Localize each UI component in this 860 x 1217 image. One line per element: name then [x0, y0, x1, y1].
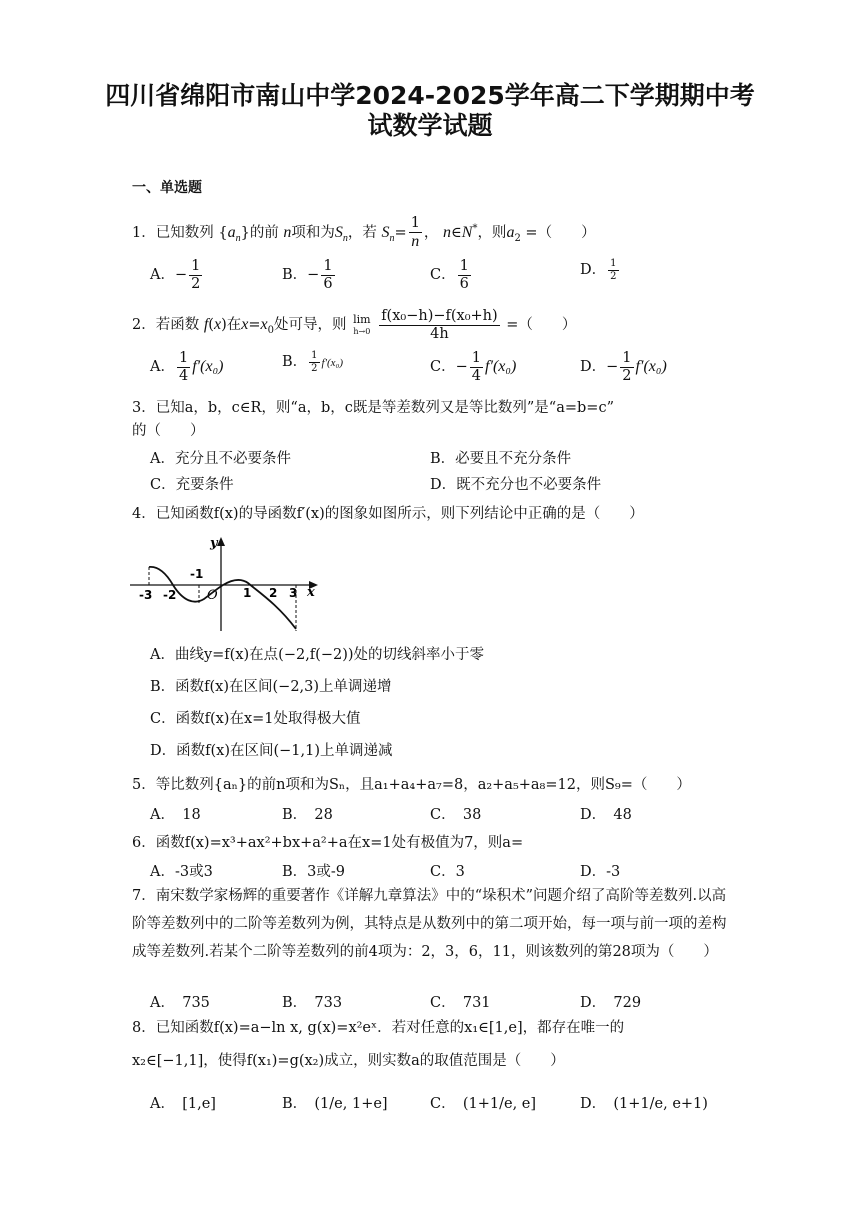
y-axis-arrow-icon: [217, 537, 225, 546]
q4-option-a[interactable]: A．曲线y=f(x)在点(−2,f(−2))处的切线斜率小于零: [150, 647, 485, 663]
tick-label: 2: [269, 586, 278, 600]
q7-option-d[interactable]: D． 729: [580, 995, 642, 1011]
page-title-line1: 四川省绵阳市南山中学2024-2025学年高二下学期期中考: [105, 81, 755, 110]
question-7: 7．南宋数学家杨辉的重要著作《详解九章算法》中的“垛积术”问题介绍了高阶等差数列.以高阶等差数列中的二阶等差数列为例，其特点是从数列中的第二项开始，每一项与前一项的差构成等差数列.若某个二阶等差数列的前4项为：2，3，6，11，则该数列的第28项为（ ）: [132, 888, 727, 960]
q1-option-b[interactable]: B．− $\frac{1}{6}$: [282, 258, 333, 292]
tick-label: 3: [289, 586, 298, 600]
question-8: 8．已知函数f(x)=a−ln x, g(x)=x²eˣ．若对任意的x₁∈[1,e]，都存在唯一的: [132, 1020, 625, 1036]
origin-label: O: [207, 588, 218, 603]
q8-option-c[interactable]: C． (1+1/e, e]: [430, 1096, 537, 1112]
question-2: 2．若函数 f(x)在$x=x_0$处可导，则 lim h→0 $\frac{\text{f(x₀−h)−f(x₀+h)}}{4h}$ =（ ）: [132, 308, 577, 342]
q6-option-c[interactable]: C．3: [430, 864, 465, 880]
q4-option-c[interactable]: C．函数f(x)在x=1处取得极大值: [150, 711, 361, 727]
question-8-cont: x₂∈[−1,1]，使得f(x₁)=g(x₂)成立，则实数a的取值范围是（ ）: [132, 1053, 565, 1069]
q3-option-d[interactable]: D．既不充分也不必要条件: [430, 477, 602, 493]
q7-option-c[interactable]: C． 731: [430, 995, 491, 1011]
q4-option-b[interactable]: B．函数f(x)在区间(−2,3)上单调递增: [150, 679, 392, 695]
q7-option-a[interactable]: A． 735: [150, 995, 210, 1011]
question-3-cont: 的（ ）: [132, 423, 205, 439]
q1-option-d[interactable]: D． $\frac{1}{2}$: [580, 258, 617, 282]
q5-option-a[interactable]: A． 18: [150, 807, 201, 823]
q5-option-c[interactable]: C． 38: [430, 807, 482, 823]
q6-option-b[interactable]: B．3或-9: [282, 864, 346, 880]
question-4: 4．已知函数f(x)的导函数f′(x)的图象如图所示，则下列结论中正确的是（ ）: [132, 506, 644, 522]
section-heading: 一、单选题: [132, 180, 202, 196]
q3-option-a[interactable]: A．充分且不必要条件: [150, 451, 291, 467]
y-axis-label: y: [210, 536, 218, 551]
q2-option-a[interactable]: A． $\frac{1}{4}$ f′(x₀): [150, 350, 224, 384]
q5-option-d[interactable]: D． 48: [580, 807, 632, 823]
q8-option-a[interactable]: A． [1,e]: [150, 1096, 216, 1112]
q1-option-c[interactable]: C． $\frac{1}{6}$: [430, 258, 469, 292]
q8-option-d[interactable]: D． (1+1/e, e+1): [580, 1096, 708, 1112]
tick-label: 1: [243, 586, 252, 600]
q3-option-b[interactable]: B．必要且不充分条件: [430, 451, 572, 467]
q1-option-a[interactable]: A．− $\frac{1}{2}$: [150, 258, 201, 292]
tick-label: -3: [139, 588, 153, 602]
question-3: 3．已知a，b，c∈R，则“a，b，c既是等差数列又是等比数列”是“a=b=c”: [132, 400, 614, 416]
q5-option-b[interactable]: B． 28: [282, 807, 333, 823]
q6-option-d[interactable]: D．-3: [580, 864, 621, 880]
q8-option-b[interactable]: B． (1/e, 1+e]: [282, 1096, 388, 1112]
q2-option-d[interactable]: D．− $\frac{1}{2}$ f′(x₀): [580, 350, 667, 384]
question-5: 5．等比数列{aₙ}的前n项和为Sₙ，且a₁+a₄+a₇=8，a₂+a₅+a₈=12，则S₉=（ ）: [132, 777, 691, 793]
page-title-line2: 试数学试题: [367, 111, 493, 140]
x-axis-label: x: [307, 585, 315, 600]
q4-option-d[interactable]: D．函数f(x)在区间(−1,1)上单调递减: [150, 743, 393, 759]
tick-label: -1: [190, 567, 204, 581]
question-1: 1．已知数列 $\{a_n\}$的前 n项和为$S_n$，若 $S_n=$ $\frac{1}{n}$ ， n∈N*，则$a_2$ =（ ）: [132, 215, 596, 250]
q2-option-c[interactable]: C．− $\frac{1}{4}$ f′(x₀): [430, 350, 517, 384]
tick-label: -2: [163, 588, 177, 602]
question-6: 6．函数f(x)=x³+ax²+bx+a²+a在x=1处有极值为7，则a=: [132, 835, 524, 851]
q3-option-c[interactable]: C．充要条件: [150, 477, 234, 493]
q7-option-b[interactable]: B． 733: [282, 995, 343, 1011]
q2-option-b[interactable]: B． $\frac{1}{2}$ f′(x₀): [282, 350, 344, 374]
derivative-graph: [128, 533, 328, 633]
q6-option-a[interactable]: A．-3或3: [150, 864, 213, 880]
